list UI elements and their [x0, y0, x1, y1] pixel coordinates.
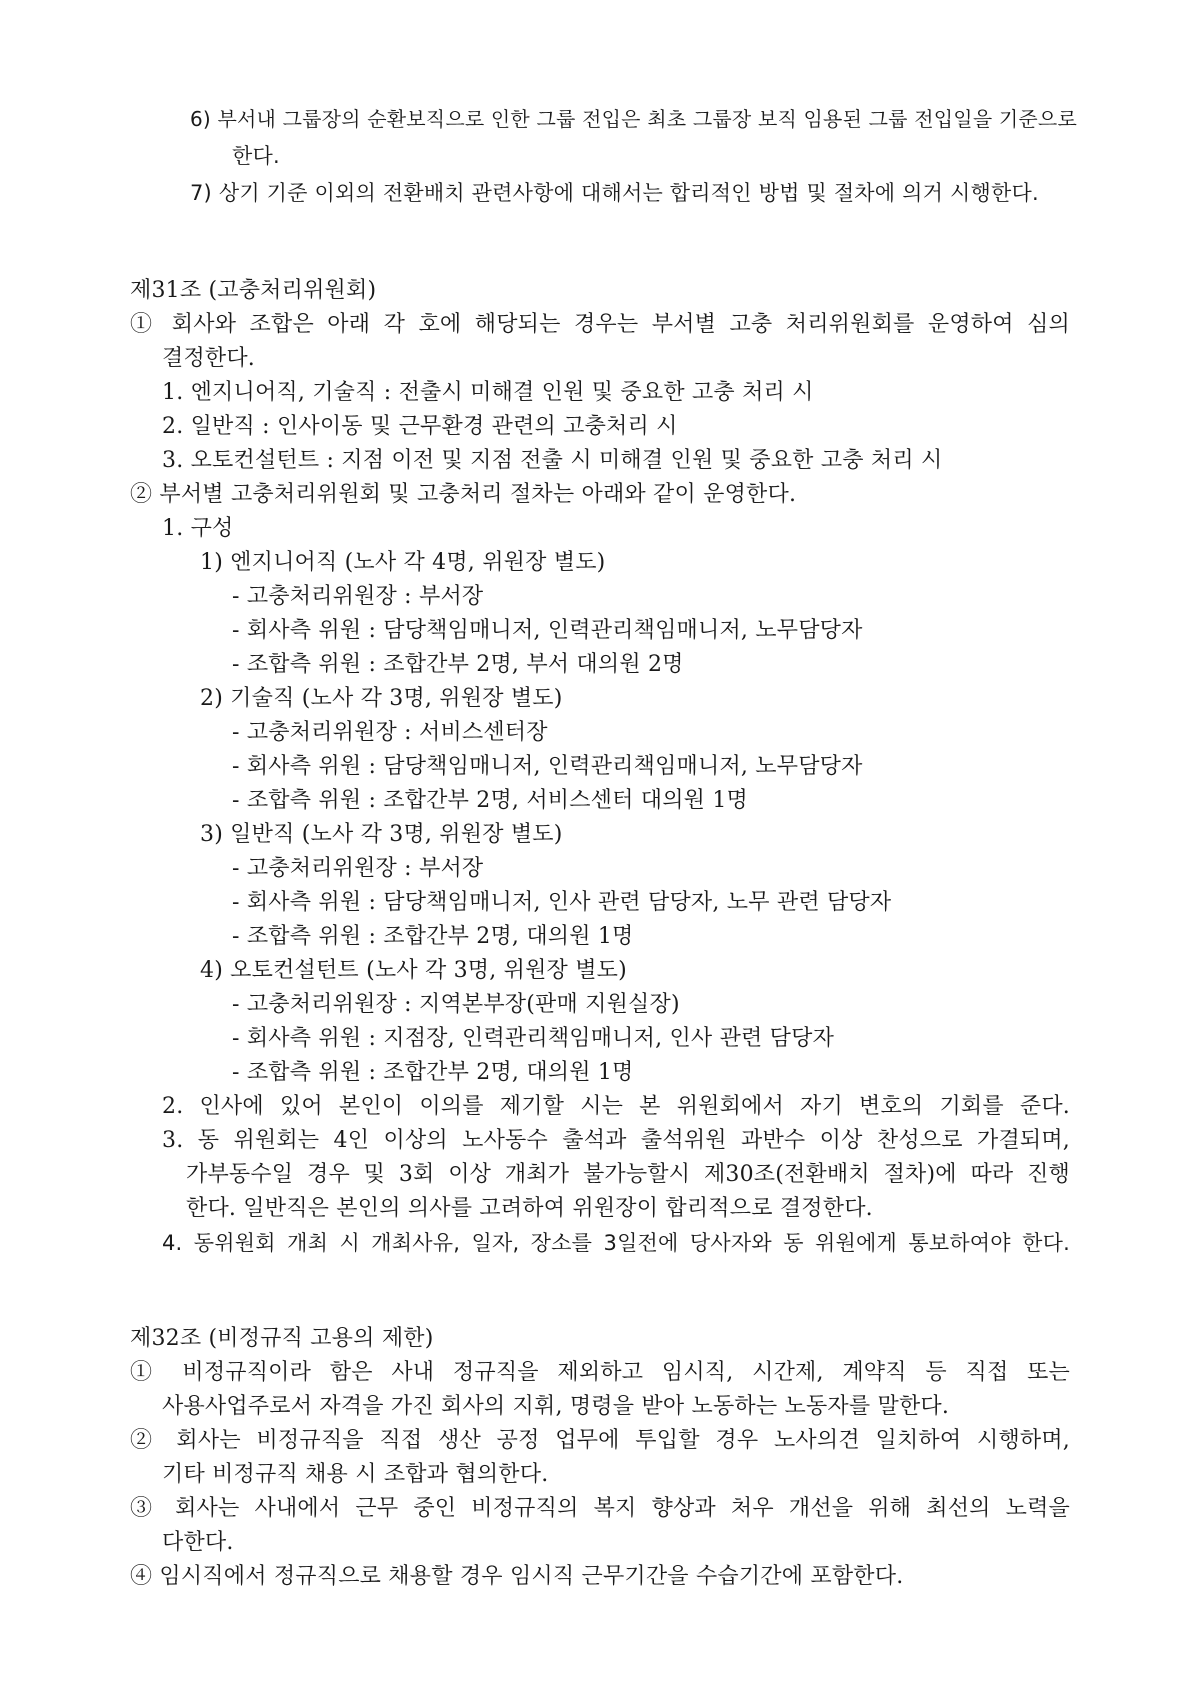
article-31-item-3-line-3: 한다. 일반직은 본인의 의사를 고려하여 위원장이 합리적으로 결정한다.	[186, 1196, 873, 1221]
article-31-para-1-item-3: 3. 오토컨설턴트 : 지점 이전 및 지점 전출 시 미해결 인원 및 중요한 고충 처리 시	[162, 448, 943, 473]
group-4-line-3: - 조합측 위원 : 조합간부 2명, 대의원 1명	[232, 1060, 634, 1085]
article-31-para-2: ② 부서별 고충처리위원회 및 고충처리 절차는 아래와 같이 운영한다.	[130, 482, 797, 507]
article-32-title: 제32조 (비정규직 고용의 제한)	[130, 1326, 434, 1351]
group-2-line-2: - 회사측 위원 : 담당책임매니저, 인력관리책임매니저, 노무담당자	[232, 754, 863, 779]
group-1-title: 1) 엔지니어직 (노사 각 4명, 위원장 별도)	[200, 550, 606, 575]
item-6-line-1: 6) 부서내 그룹장의 순환보직으로 인한 그룹 전입은 최초 그룹장 보직 임용된 그룹 전입일을 기준으로	[190, 107, 1077, 131]
item-7: 7) 상기 기준 이외의 전환배치 관련사항에 대해서는 합리적인 방법 및 절차에 의거 시행한다.	[190, 181, 1039, 205]
group-3-line-2: - 회사측 위원 : 담당책임매니저, 인사 관련 담당자, 노무 관련 담당자	[232, 890, 892, 915]
group-4-title: 4) 오토컨설턴트 (노사 각 3명, 위원장 별도)	[200, 958, 627, 983]
article-31-para-1-item-2: 2. 일반직 : 인사이동 및 근무환경 관련의 고충처리 시	[162, 414, 678, 439]
article-31-item-1: 1. 구성	[162, 516, 234, 541]
article-32-para-1-line-2: 사용사업주로서 자격을 가진 회사의 지휘, 명령을 받아 노동하는 노동자를 말한다.	[162, 1394, 950, 1419]
article-31-para-1-item-1: 1. 엔지니어직, 기술직 : 전출시 미해결 인원 및 중요한 고충 처리 시	[162, 380, 814, 405]
article-31-item-3-line-1: 3. 동 위원회는 4인 이상의 노사동수 출석과 출석위원 과반수 이상 찬성으로 가결되며,	[162, 1128, 1070, 1153]
article-31-item-2: 2. 인사에 있어 본인이 이의를 제기할 시는 본 위원회에서 자기 변호의 기회를 준다.	[162, 1094, 1070, 1119]
article-32-para-1-line-1: ① 비정규직이라 함은 사내 정규직을 제외하고 임시직, 시간제, 계약직 등 직접 또는	[130, 1360, 1070, 1385]
group-1-line-2: - 회사측 위원 : 담당책임매니저, 인력관리책임매니저, 노무담당자	[232, 618, 863, 643]
group-3-title: 3) 일반직 (노사 각 3명, 위원장 별도)	[200, 822, 563, 847]
group-2-line-3: - 조합측 위원 : 조합간부 2명, 서비스센터 대의원 1명	[232, 788, 748, 813]
article-32-para-2-line-2: 기타 비정규직 채용 시 조합과 협의한다.	[162, 1462, 549, 1487]
article-32-para-3-line-1: ③ 회사는 사내에서 근무 중인 비정규직의 복지 향상과 처우 개선을 위해 최선의 노력을	[130, 1496, 1070, 1521]
article-31-para-1-line-2: 결정한다.	[162, 346, 256, 371]
group-4-line-1: - 고충처리위원장 : 지역본부장(판매 지원실장)	[232, 992, 680, 1017]
article-31-item-4: 4. 동위원회 개최 시 개최사유, 일자, 장소를 3일전에 당사자와 동 위원에게 통보하여야 한다.	[162, 1231, 1070, 1255]
group-1-line-1: - 고충처리위원장 : 부서장	[232, 584, 484, 609]
article-31-para-1-line-1: ① 회사와 조합은 아래 각 호에 해당되는 경우는 부서별 고충 처리위원회를 운영하여 심의	[130, 312, 1070, 337]
group-1-line-3: - 조합측 위원 : 조합간부 2명, 부서 대의원 2명	[232, 652, 684, 677]
article-31-item-3-line-2: 가부동수일 경우 및 3회 이상 개최가 불가능할시 제30조(전환배치 절차)에 따라 진행	[186, 1162, 1070, 1187]
group-4-line-2: - 회사측 위원 : 지점장, 인력관리책임매니저, 인사 관련 담당자	[232, 1026, 835, 1051]
item-6-line-2: 한다.	[232, 144, 280, 168]
article-32-para-3-line-2: 다한다.	[162, 1530, 234, 1555]
group-2-line-1: - 고충처리위원장 : 서비스센터장	[232, 720, 548, 745]
article-32-para-2-line-1: ② 회사는 비정규직을 직접 생산 공정 업무에 투입할 경우 노사의견 일치하여 시행하며,	[130, 1428, 1070, 1453]
article-31-title: 제31조 (고충처리위원회)	[130, 278, 377, 303]
article-32-para-4: ④ 임시직에서 정규직으로 채용할 경우 임시직 근무기간을 수습기간에 포함한다.	[130, 1564, 904, 1589]
group-3-line-1: - 고충처리위원장 : 부서장	[232, 856, 484, 881]
group-3-line-3: - 조합측 위원 : 조합간부 2명, 대의원 1명	[232, 924, 634, 949]
group-2-title: 2) 기술직 (노사 각 3명, 위원장 별도)	[200, 686, 563, 711]
